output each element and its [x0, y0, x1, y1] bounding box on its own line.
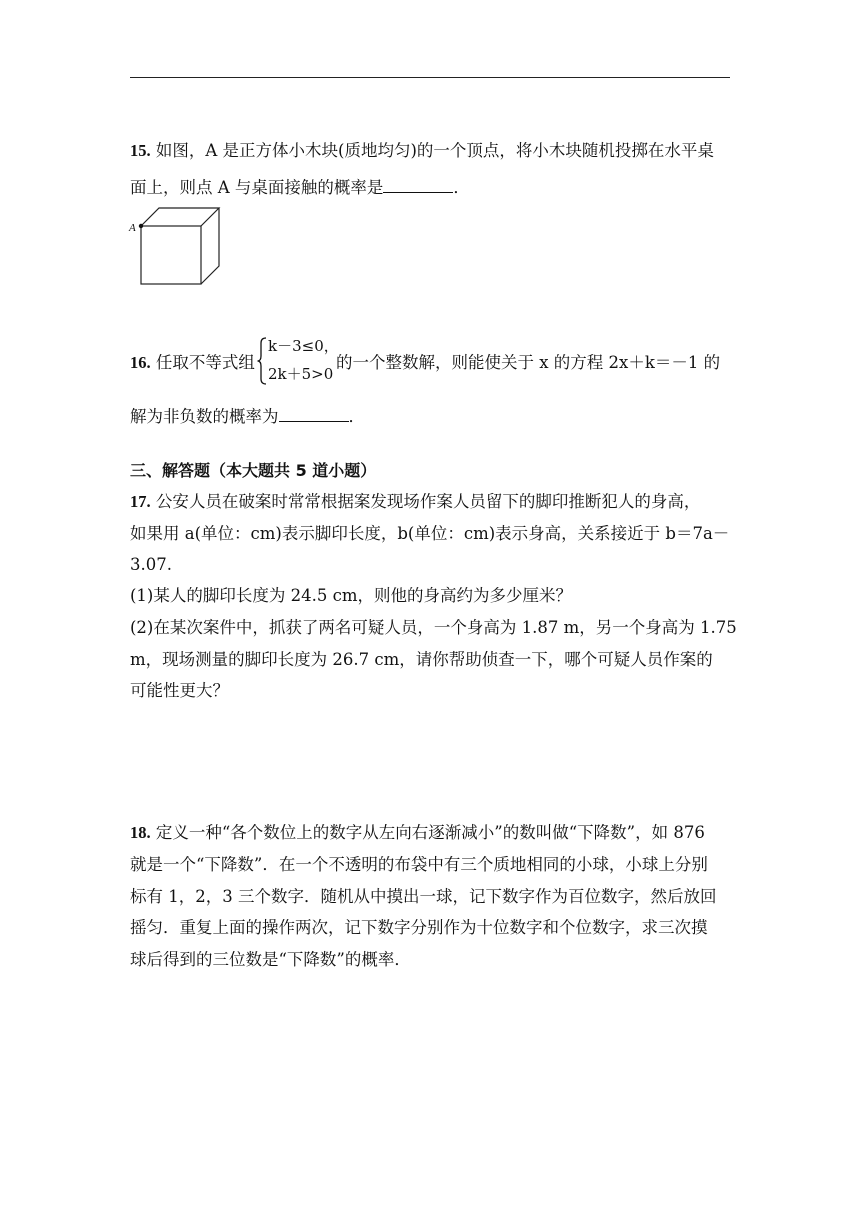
answer-blank[interactable] [279, 405, 349, 422]
cube-top-face [141, 208, 219, 226]
question-number: 18. [130, 823, 151, 842]
sub-question-2: m，现场测量的脚印长度为 26.7 cm，请你帮助侦查一下，哪个可疑人员作案的 [130, 650, 713, 669]
question-text: 摇匀．重复上面的操作两次，记下数字分别作为十位数字和个位数字，求三次摸 [130, 918, 708, 937]
sub-question-2: 可能性更大？ [130, 681, 229, 700]
cube-front-face [141, 226, 201, 284]
answer-blank[interactable] [383, 176, 453, 193]
sub-question-1: (1)某人的脚印长度为 24.5 cm，则他的身高约为多少厘米？ [130, 586, 572, 605]
cube-side-face [201, 208, 219, 284]
question-text: 解为非负数的概率为 [130, 407, 279, 426]
question-number: 16. [130, 353, 151, 372]
question-text: 任取不等式组 [150, 353, 255, 372]
sub-question-2: (2)在某次案件中，抓获了两名可疑人员，一个身高为 1.87 m，另一个身高为 1.75 [130, 618, 737, 637]
question-text: 的一个整数解，则能使关于 x 的方程 2x＋k＝－1 的 [336, 353, 721, 372]
question-text: 如图，A 是正方体小木块(质地均匀)的一个顶点，将小木块随机投掷在水平桌 [150, 141, 714, 160]
vertex-point [139, 224, 143, 228]
question-text: 如果用 a(单位：cm)表示脚印长度，b(单位：cm)表示身高，关系接近于 b＝7a－ [130, 524, 730, 543]
section-heading: 三、解答题（本大题共 5 道小题） [130, 461, 377, 480]
header-rule [130, 77, 730, 78]
question-number: 17. [130, 492, 151, 511]
question-text: 公安人员在破案时常常根据案发现场作案人员留下的脚印推断犯人的身高， [150, 492, 701, 511]
question-text: 标有 1，2，3 三个数字．随机从中摸出一球，记下数字作为百位数字，然后放回 [130, 887, 717, 906]
cube-figure [126, 202, 226, 292]
inequality-2: 2k＋5>0 [268, 365, 334, 383]
vertex-label: A [129, 222, 136, 234]
question-number: 15. [130, 141, 151, 160]
question-16 [130, 336, 730, 396]
inequality-1: k－3≤0， [268, 337, 339, 355]
question-text: 面上，则点 A 与桌面接触的概率是 [130, 178, 384, 197]
question-text: 定义一种“各个数位上的数字从左向右逐渐减小”的数叫做“下降数”，如 876 [150, 823, 705, 842]
brace-icon [257, 337, 267, 385]
question-text: 3.07. [130, 555, 172, 574]
question-text: 球后得到的三位数是“下降数”的概率． [130, 950, 411, 969]
question-text: 就是一个“下降数”．在一个不透明的布袋中有三个质地相同的小球，小球上分别 [130, 855, 708, 874]
